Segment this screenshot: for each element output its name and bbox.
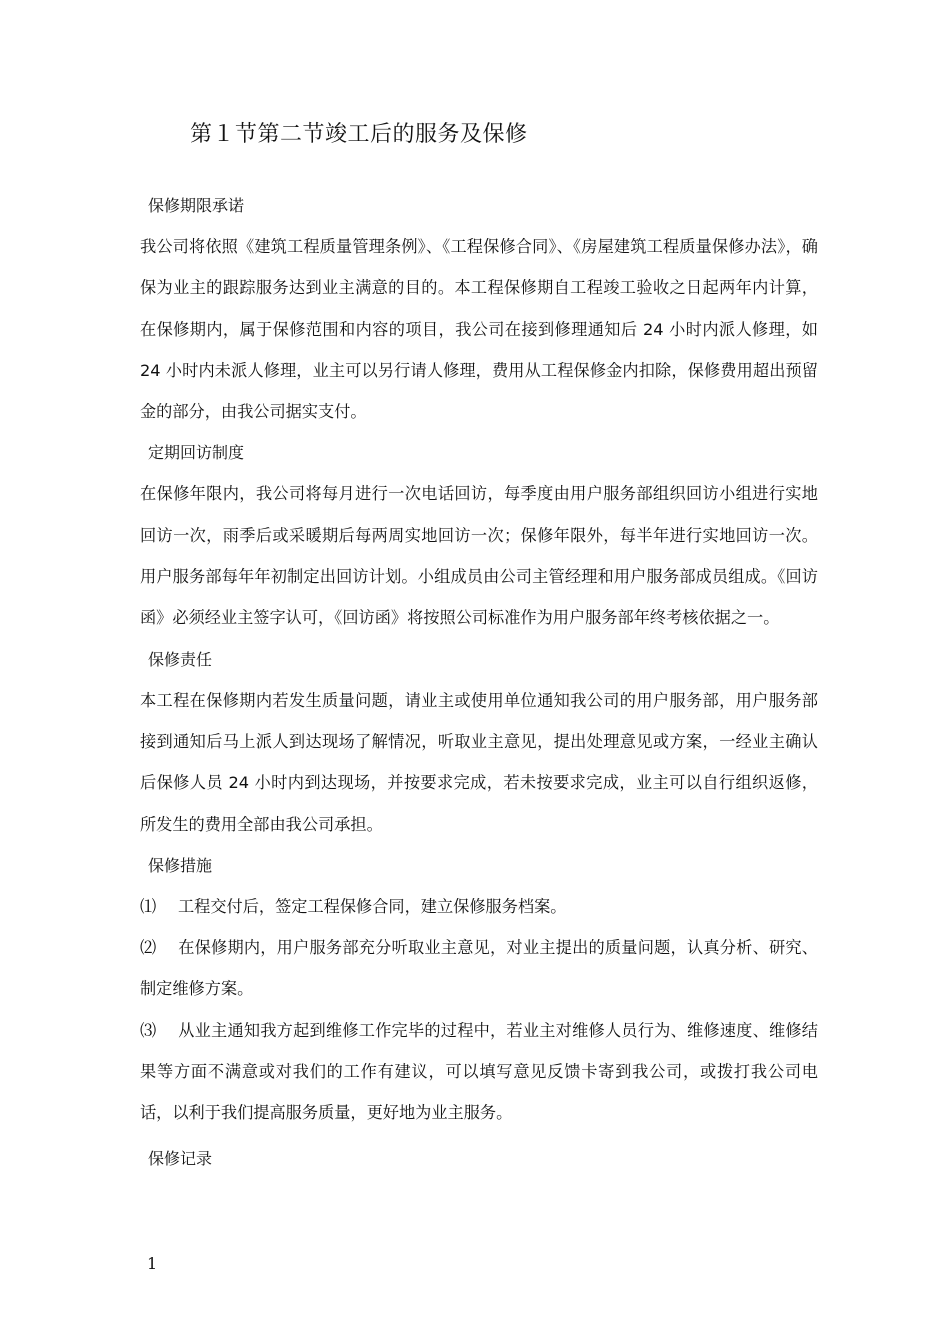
list-item-number: ⑴ [140, 896, 157, 916]
section-heading-warranty-responsibility: 保修责任 [148, 649, 213, 669]
section-heading-return-visit: 定期回访制度 [148, 443, 245, 463]
section-heading-warranty-measures: 保修措施 [148, 855, 213, 875]
document-body [140, 185, 818, 1179]
list-item-text: 工程交付后，签定工程保修合同，建立保修服务档案。 [178, 896, 567, 916]
page-number: 1 [147, 1254, 158, 1273]
section-paragraph-return-visit: 在保修年限内，我公司将每月进行一次电话回访，每季度由用户服务部组织回访小组进行实地回访一次，雨季后或采暖期后每两周实地回访一次；保修年限外，每半年进行实地回访一次。用户服务部每年年初制定出回访计划。小组成员由公司主管经理和用户服务部成员组成。《回访函》必须经业主签字认可，《回访函》将按照公司标准作为用户服务部年终考核依据之一。 [140, 484, 818, 628]
section-paragraph-warranty-period: 我公司将依照《建筑工程质量管理条例》、《工程保修合同》、《房屋建筑工程质量保修办法》，确保为业主的跟踪服务达到业主满意的目的。本工程保修期自工程竣工验收之日起两年内计算，在保修期内，属于保修范围和内容的项目，我公司在接到修理通知后 24 小时内派人修理，如 24 小时内未派人修理，业主可以另行请人修理，费用从工程保修金内扣除，保修费用超出预留金的部分，由我公司据实支付。 [140, 237, 818, 422]
list-item-number: ⑶ [140, 1020, 157, 1040]
section-paragraph-warranty-responsibility: 本工程在保修期内若发生质量问题，请业主或使用单位通知我公司的用户服务部，用户服务部接到通知后马上派人到达现场了解情况，听取业主意见，提出处理意见或方案，一经业主确认后保修人员 24 小时内到达现场，并按要求完成，若未按要求完成，业主可以自行组织返修，所发生的费用全部由我公司承担。 [140, 690, 818, 834]
list-item [140, 886, 818, 927]
list-item [140, 1010, 818, 1134]
section-heading-warranty-records: 保修记录 [148, 1148, 213, 1168]
document-title: 第１节第二节竣工后的服务及保修 [190, 122, 528, 147]
list-item-number: ⑵ [140, 938, 157, 958]
section-heading-warranty-period: 保修期限承诺 [148, 196, 245, 215]
list-item-text: 在保修期内，用户服务部充分听取业主意见，对业主提出的质量问题，认真分析、研究、制定维修方案。 [140, 938, 818, 999]
list-item-text: 从业主通知我方起到维修工作完毕的过程中，若业主对维修人员行为、维修速度、维修结果等方面不满意或对我们的工作有建议，可以填写意见反馈卡寄到我公司，或拨打我公司电话，以利于我们提高服务质量，更好地为业主服务。 [140, 1020, 818, 1123]
list-item [140, 927, 818, 1010]
